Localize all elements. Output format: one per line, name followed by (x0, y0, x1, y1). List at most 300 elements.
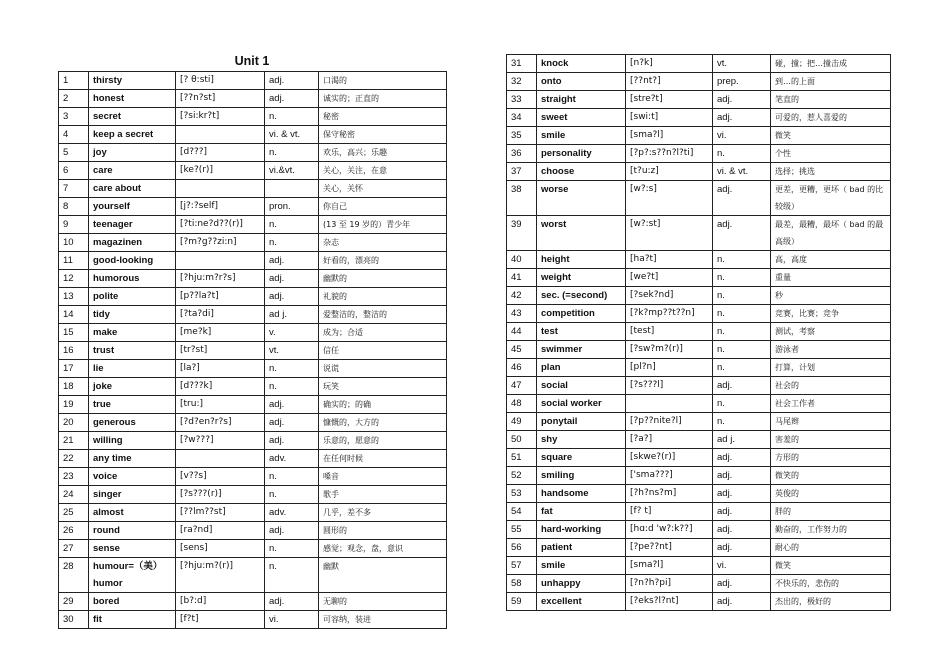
word: lie (89, 360, 176, 378)
word: ponytail (537, 413, 626, 431)
part-of-speech: adj. (713, 593, 771, 611)
row-number: 32 (507, 73, 537, 91)
word: secret (89, 108, 176, 126)
part-of-speech: adj. (713, 377, 771, 395)
page-title: Unit 1 (234, 54, 270, 68)
phonetic: [?s???(r)] (176, 486, 265, 504)
table-row (59, 216, 447, 234)
row-number: 48 (507, 395, 537, 413)
row-number: 59 (507, 593, 537, 611)
row-number: 30 (59, 611, 89, 629)
word: polite (89, 288, 176, 306)
part-of-speech: adj. (265, 396, 319, 414)
phonetic: [??n?st] (176, 90, 265, 108)
meaning: 信任 (319, 342, 447, 360)
row-number: 25 (59, 504, 89, 522)
table-row (507, 485, 891, 503)
table-row (59, 450, 447, 468)
table-row (59, 252, 447, 270)
phonetic: [t?u:z] (626, 163, 713, 181)
word: singer (89, 486, 176, 504)
phonetic: ['sma???] (626, 467, 713, 485)
word: joke (89, 378, 176, 396)
meaning: 可容纳，装进 (319, 611, 447, 629)
phonetic: [?ta?di] (176, 306, 265, 324)
table-row (59, 288, 447, 306)
word: humour=（美） humor (89, 558, 176, 593)
part-of-speech: adj. (265, 270, 319, 288)
phonetic: [ra?nd] (176, 522, 265, 540)
phonetic (176, 450, 265, 468)
row-number: 53 (507, 485, 537, 503)
word: almost (89, 504, 176, 522)
phonetic: [la?] (176, 360, 265, 378)
word: straight (537, 91, 626, 109)
row-number: 18 (59, 378, 89, 396)
row-number: 3 (59, 108, 89, 126)
table-row (59, 306, 447, 324)
row-number: 20 (59, 414, 89, 432)
word: teenager (89, 216, 176, 234)
meaning: 无聊的 (319, 593, 447, 611)
phonetic: [?n?h?pi] (626, 575, 713, 593)
word: trust (89, 342, 176, 360)
part-of-speech: n. (265, 108, 319, 126)
phonetic: [?ti:ne?d??(r)] (176, 216, 265, 234)
word: unhappy (537, 575, 626, 593)
word: magazinen (89, 234, 176, 252)
table-row (59, 108, 447, 126)
phonetic: [?a?] (626, 431, 713, 449)
meaning: (13 至 19 岁的）青少年 (319, 216, 447, 234)
word: weight (537, 269, 626, 287)
table-row (507, 145, 891, 163)
part-of-speech: n. (713, 359, 771, 377)
word: fit (89, 611, 176, 629)
part-of-speech: ad j. (713, 431, 771, 449)
word: social worker (537, 395, 626, 413)
meaning: 欢乐，高兴；乐趣 (319, 144, 447, 162)
word: care about (89, 180, 176, 198)
meaning: 幽默的 (319, 270, 447, 288)
row-number: 45 (507, 341, 537, 359)
table-row (507, 449, 891, 467)
row-number: 8 (59, 198, 89, 216)
meaning: 关心，关怀 (319, 180, 447, 198)
word: onto (537, 73, 626, 91)
part-of-speech: adj. (713, 109, 771, 127)
table-row (59, 270, 447, 288)
table-row (59, 360, 447, 378)
word: good-looking (89, 252, 176, 270)
row-number: 43 (507, 305, 537, 323)
word: competition (537, 305, 626, 323)
part-of-speech: vi. (713, 557, 771, 575)
meaning: 保守秘密 (319, 126, 447, 144)
row-number: 36 (507, 145, 537, 163)
phonetic: [n?k] (626, 55, 713, 73)
meaning: 秒 (771, 287, 891, 305)
meaning: 不快乐的，悲伤的 (771, 575, 891, 593)
phonetic: [?h?ns?m] (626, 485, 713, 503)
phonetic: [?d?en?r?s] (176, 414, 265, 432)
table-row (507, 305, 891, 323)
table-row (507, 395, 891, 413)
word: sec. (=second) (537, 287, 626, 305)
meaning: 秘密 (319, 108, 447, 126)
part-of-speech: adj. (713, 503, 771, 521)
word: bored (89, 593, 176, 611)
meaning: 诚实的；正直的 (319, 90, 447, 108)
phonetic: [w?:st] (626, 216, 713, 251)
row-number: 22 (59, 450, 89, 468)
part-of-speech: pron. (265, 198, 319, 216)
meaning: 更差，更糟，更坏（ bad 的比较级） (771, 181, 891, 216)
part-of-speech: n. (713, 287, 771, 305)
table-row (507, 216, 891, 251)
meaning: 礼貌的 (319, 288, 447, 306)
phonetic (176, 126, 265, 144)
row-number: 26 (59, 522, 89, 540)
meaning: 确实的；的确 (319, 396, 447, 414)
word: generous (89, 414, 176, 432)
word: sweet (537, 109, 626, 127)
row-number: 28 (59, 558, 89, 593)
table-row (507, 575, 891, 593)
word: keep a secret (89, 126, 176, 144)
meaning: 胖的 (771, 503, 891, 521)
meaning: 幽默 (319, 558, 447, 593)
word: true (89, 396, 176, 414)
row-number: 42 (507, 287, 537, 305)
part-of-speech: adj. (713, 521, 771, 539)
table-row (507, 323, 891, 341)
part-of-speech: n. (713, 323, 771, 341)
phonetic: [?hju:m?r?s] (176, 270, 265, 288)
word: square (537, 449, 626, 467)
meaning: 成为；合适 (319, 324, 447, 342)
phonetic: [?sw?m?(r)] (626, 341, 713, 359)
table-row (59, 72, 447, 90)
table-row (507, 163, 891, 181)
part-of-speech: adj. (713, 181, 771, 216)
word: thirsty (89, 72, 176, 90)
row-number: 58 (507, 575, 537, 593)
row-number: 4 (59, 126, 89, 144)
table-row (59, 180, 447, 198)
part-of-speech: vi. & vt. (713, 163, 771, 181)
row-number: 14 (59, 306, 89, 324)
phonetic: [pl?n] (626, 359, 713, 377)
word: social (537, 377, 626, 395)
part-of-speech: adj. (265, 288, 319, 306)
part-of-speech: prep. (713, 73, 771, 91)
meaning: 英俊的 (771, 485, 891, 503)
part-of-speech: vi. (265, 611, 319, 629)
phonetic: [j?:?self] (176, 198, 265, 216)
word: yourself (89, 198, 176, 216)
part-of-speech: vt. (265, 342, 319, 360)
row-number: 29 (59, 593, 89, 611)
phonetic: [ha?t] (626, 251, 713, 269)
part-of-speech: adj. (265, 432, 319, 450)
phonetic: [? θ:sti] (176, 72, 265, 90)
meaning: 游泳者 (771, 341, 891, 359)
meaning: 笔直的 (771, 91, 891, 109)
row-number: 33 (507, 91, 537, 109)
part-of-speech: vi. (713, 127, 771, 145)
table-row (507, 503, 891, 521)
table-row (59, 378, 447, 396)
table-row (59, 144, 447, 162)
meaning: 测试，考察 (771, 323, 891, 341)
phonetic: [d???k] (176, 378, 265, 396)
part-of-speech: adj. (265, 252, 319, 270)
part-of-speech: n. (713, 251, 771, 269)
meaning: 玩笑 (319, 378, 447, 396)
word: any time (89, 450, 176, 468)
table-row (59, 611, 447, 629)
phonetic: [f? t] (626, 503, 713, 521)
table-row (59, 414, 447, 432)
phonetic: [d???] (176, 144, 265, 162)
row-number: 10 (59, 234, 89, 252)
phonetic: [b?:d] (176, 593, 265, 611)
part-of-speech: n. (265, 144, 319, 162)
word: fat (537, 503, 626, 521)
part-of-speech: adj. (713, 216, 771, 251)
table-row (59, 90, 447, 108)
meaning: 杂志 (319, 234, 447, 252)
phonetic: [?p??nite?l] (626, 413, 713, 431)
part-of-speech: n. (265, 360, 319, 378)
part-of-speech: n. (713, 395, 771, 413)
phonetic: [?s???l] (626, 377, 713, 395)
part-of-speech: adj. (265, 414, 319, 432)
phonetic: [?pe??nt] (626, 539, 713, 557)
table-row (59, 522, 447, 540)
part-of-speech: vi. & vt. (265, 126, 319, 144)
meaning: 微笑 (771, 127, 891, 145)
meaning: 害羞的 (771, 431, 891, 449)
row-number: 5 (59, 144, 89, 162)
phonetic: [?m?g??zi:n] (176, 234, 265, 252)
meaning: 社会的 (771, 377, 891, 395)
part-of-speech: n. (265, 468, 319, 486)
word: smile (537, 557, 626, 575)
row-number: 23 (59, 468, 89, 486)
word: personality (537, 145, 626, 163)
table-row (59, 234, 447, 252)
meaning: 耐心的 (771, 539, 891, 557)
meaning: 可爱的，惹人喜爱的 (771, 109, 891, 127)
meaning: 方形的 (771, 449, 891, 467)
table-row (507, 73, 891, 91)
phonetic (176, 180, 265, 198)
row-number: 49 (507, 413, 537, 431)
row-number: 12 (59, 270, 89, 288)
word: honest (89, 90, 176, 108)
part-of-speech: adj. (713, 449, 771, 467)
part-of-speech: n. (713, 413, 771, 431)
part-of-speech: adj. (265, 90, 319, 108)
word: patient (537, 539, 626, 557)
table-row (507, 413, 891, 431)
phonetic: [swi:t] (626, 109, 713, 127)
word: excellent (537, 593, 626, 611)
table-row (507, 109, 891, 127)
meaning: 微笑的 (771, 467, 891, 485)
phonetic: [?w???] (176, 432, 265, 450)
table-row (507, 181, 891, 216)
table-row (507, 269, 891, 287)
part-of-speech: n. (265, 234, 319, 252)
word: worst (537, 216, 626, 251)
table-row (59, 126, 447, 144)
table-row (507, 467, 891, 485)
row-number: 16 (59, 342, 89, 360)
meaning: 重量 (771, 269, 891, 287)
row-number: 38 (507, 181, 537, 216)
meaning: 微笑 (771, 557, 891, 575)
meaning: 高，高度 (771, 251, 891, 269)
table-row (507, 539, 891, 557)
meaning: 社会工作者 (771, 395, 891, 413)
meaning: 好看的，漂亮的 (319, 252, 447, 270)
phonetic: [hɑ:d 'w?:k??] (626, 521, 713, 539)
phonetic: [sens] (176, 540, 265, 558)
word: worse (537, 181, 626, 216)
row-number: 31 (507, 55, 537, 73)
table-row (507, 55, 891, 73)
vocab-table-left (58, 71, 447, 629)
meaning: 几乎，差不多 (319, 504, 447, 522)
table-row (59, 558, 447, 593)
row-number: 55 (507, 521, 537, 539)
phonetic (176, 252, 265, 270)
part-of-speech: adv. (265, 504, 319, 522)
row-number: 34 (507, 109, 537, 127)
phonetic: [?hju:m?(r)] (176, 558, 265, 593)
row-number: 46 (507, 359, 537, 377)
phonetic: [ke?(r)] (176, 162, 265, 180)
meaning: 口渴的 (319, 72, 447, 90)
meaning: 慷慨的，大方的 (319, 414, 447, 432)
phonetic: [?si:kr?t] (176, 108, 265, 126)
phonetic: [p??la?t] (176, 288, 265, 306)
row-number: 50 (507, 431, 537, 449)
row-number: 41 (507, 269, 537, 287)
table-row (59, 198, 447, 216)
table-row (507, 91, 891, 109)
part-of-speech: ad j. (265, 306, 319, 324)
row-number: 15 (59, 324, 89, 342)
phonetic: [stre?t] (626, 91, 713, 109)
word: swimmer (537, 341, 626, 359)
part-of-speech: n. (713, 341, 771, 359)
phonetic: [v??s] (176, 468, 265, 486)
word: handsome (537, 485, 626, 503)
part-of-speech: adj. (713, 539, 771, 557)
meaning: 打算，计划 (771, 359, 891, 377)
word: make (89, 324, 176, 342)
meaning: 说谎 (319, 360, 447, 378)
row-number: 54 (507, 503, 537, 521)
row-number: 13 (59, 288, 89, 306)
word: voice (89, 468, 176, 486)
phonetic: [tr?st] (176, 342, 265, 360)
phonetic: [sma?l] (626, 127, 713, 145)
table-row (59, 396, 447, 414)
table-row (507, 359, 891, 377)
table-row (59, 324, 447, 342)
table-row (507, 431, 891, 449)
phonetic: [test] (626, 323, 713, 341)
meaning: 马尾辫 (771, 413, 891, 431)
word: smile (537, 127, 626, 145)
table-row (59, 468, 447, 486)
part-of-speech: adj. (265, 72, 319, 90)
table-row (59, 593, 447, 611)
row-number: 52 (507, 467, 537, 485)
meaning: 圆形的 (319, 522, 447, 540)
phonetic: [skwe?(r)] (626, 449, 713, 467)
table-row (59, 540, 447, 558)
row-number: 57 (507, 557, 537, 575)
part-of-speech: adj. (713, 467, 771, 485)
word: smiling (537, 467, 626, 485)
table-row (507, 251, 891, 269)
word: plan (537, 359, 626, 377)
meaning: 选择；挑选 (771, 163, 891, 181)
phonetic: [?k?mp??t??n] (626, 305, 713, 323)
part-of-speech: n. (265, 378, 319, 396)
word: care (89, 162, 176, 180)
phonetic (626, 395, 713, 413)
part-of-speech: n. (713, 305, 771, 323)
phonetic: [w?:s] (626, 181, 713, 216)
row-number: 24 (59, 486, 89, 504)
row-number: 6 (59, 162, 89, 180)
part-of-speech: n. (265, 216, 319, 234)
table-row (59, 486, 447, 504)
part-of-speech: vt. (713, 55, 771, 73)
part-of-speech: adj. (713, 575, 771, 593)
table-row (507, 557, 891, 575)
part-of-speech: adj. (713, 485, 771, 503)
table-row (507, 127, 891, 145)
meaning: 勤奋的，工作努力的 (771, 521, 891, 539)
part-of-speech: n. (713, 269, 771, 287)
row-number: 11 (59, 252, 89, 270)
part-of-speech (265, 180, 319, 198)
row-number: 7 (59, 180, 89, 198)
row-number: 2 (59, 90, 89, 108)
row-number: 47 (507, 377, 537, 395)
row-number: 35 (507, 127, 537, 145)
word: willing (89, 432, 176, 450)
phonetic: [sma?l] (626, 557, 713, 575)
meaning: 杰出的，极好的 (771, 593, 891, 611)
table-row (59, 432, 447, 450)
word: knock (537, 55, 626, 73)
row-number: 44 (507, 323, 537, 341)
word: height (537, 251, 626, 269)
phonetic: [?p?:s??n?l?ti] (626, 145, 713, 163)
part-of-speech: adj. (265, 522, 319, 540)
meaning: 个性 (771, 145, 891, 163)
meaning: 碰，撞；把…撞击成 (771, 55, 891, 73)
